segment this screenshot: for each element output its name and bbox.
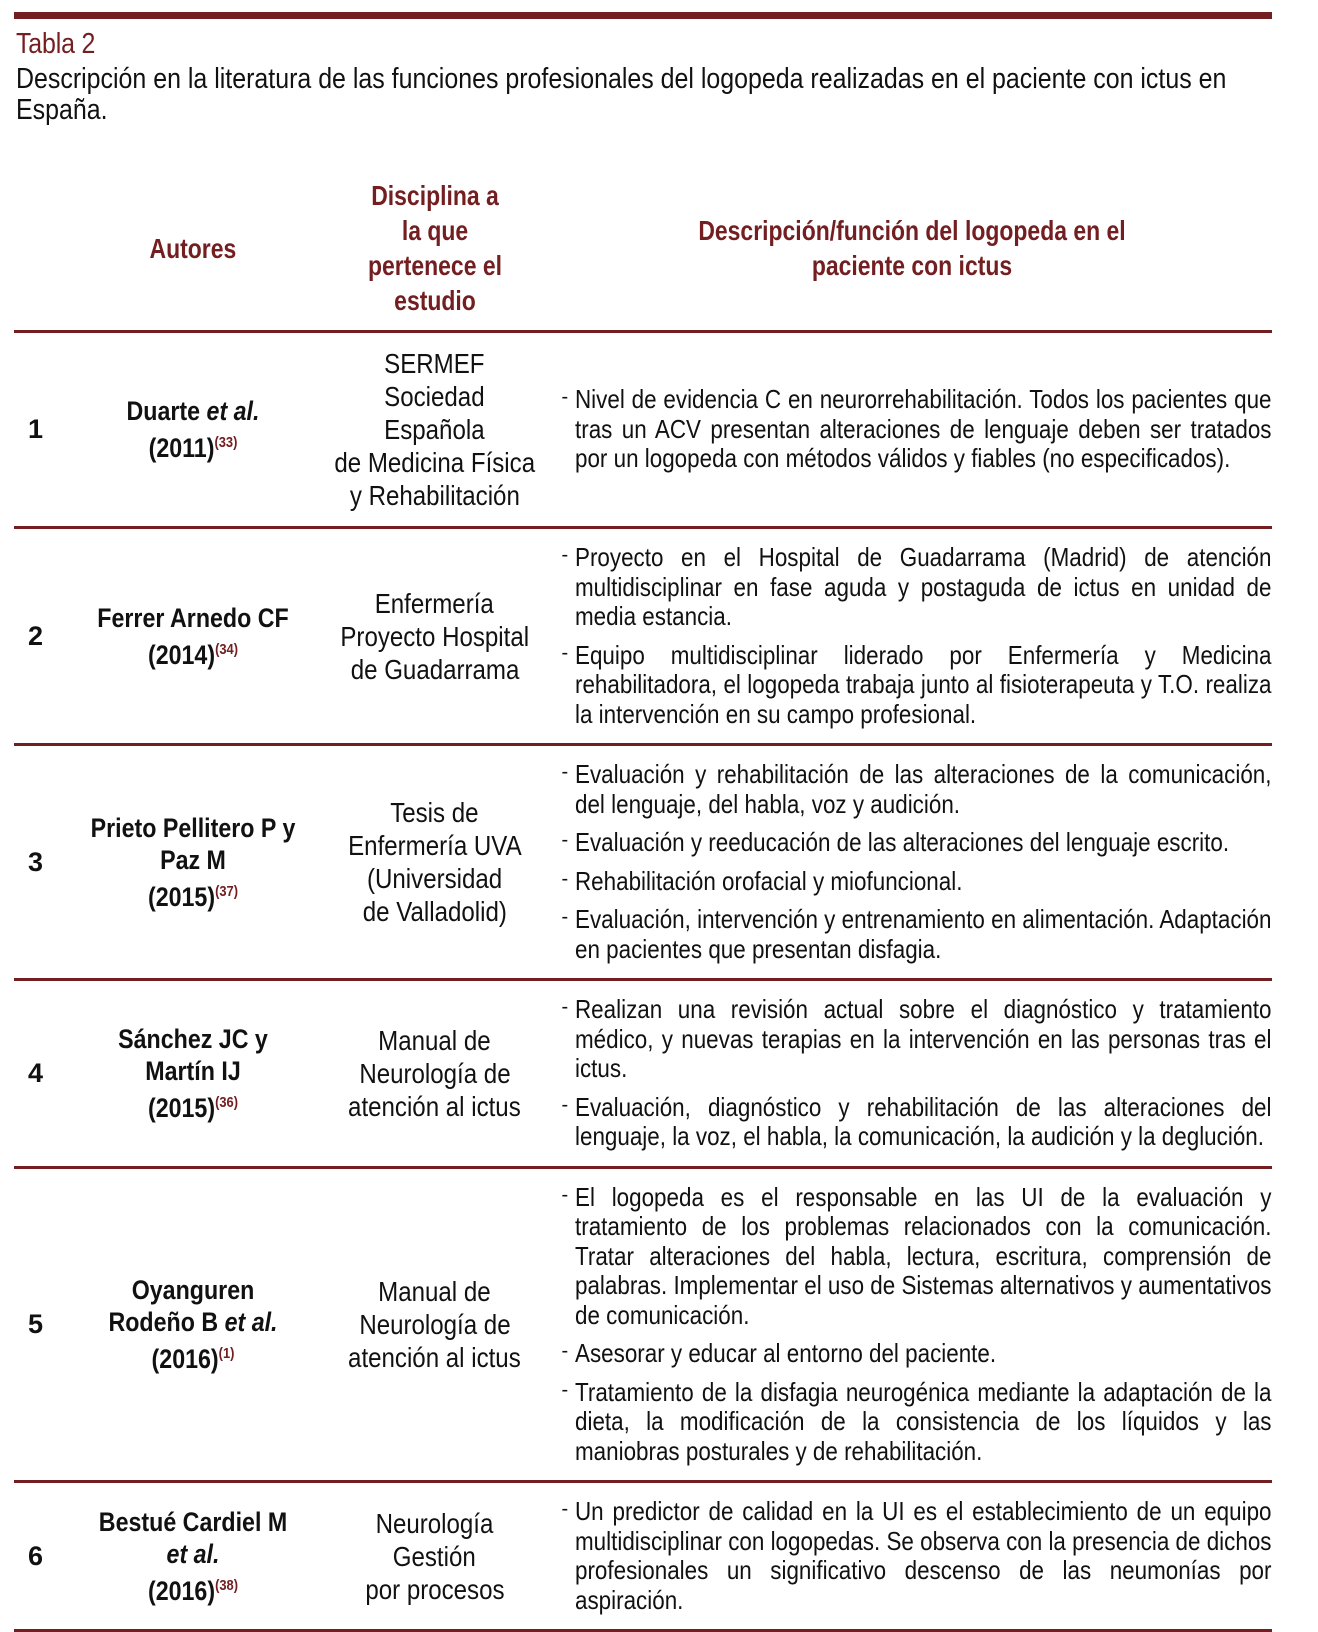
discipline-line: Tesis de (390, 797, 479, 828)
description-cell (551, 528, 1272, 745)
author-etal: et al. (166, 1538, 220, 1569)
header-authors-label: Autores (149, 232, 237, 264)
row-number: 1 (14, 332, 68, 528)
authors-cell (68, 528, 318, 745)
author-names: Sánchez JC y Martín IJ (118, 1023, 268, 1086)
table-row (14, 528, 1272, 745)
discipline-line: Española (384, 414, 485, 445)
author-names: Bestué Cardiel M (98, 1506, 288, 1537)
discipline-line: por procesos (365, 1573, 505, 1605)
description-cell (551, 1482, 1272, 1631)
discipline-line: Proyecto Hospital (340, 620, 530, 652)
discipline-line: de Guadarrama (350, 653, 520, 685)
header-description (551, 178, 1272, 332)
discipline-line: atención al ictus (348, 1090, 522, 1122)
function-item (561, 905, 1272, 964)
table-row (14, 1167, 1272, 1482)
discipline-line: de Medicina Física (334, 447, 536, 478)
discipline-line: Enfermería (375, 587, 495, 619)
function-list (561, 995, 1272, 1152)
table-row (14, 745, 1272, 980)
discipline-line: atención al ictus (348, 1341, 522, 1373)
header-row (14, 178, 1272, 332)
reference-link[interactable]: (33) (214, 434, 238, 451)
discipline-cell (318, 980, 551, 1168)
reference-link[interactable]: (38) (215, 1576, 239, 1594)
author-etal: et al. (206, 396, 260, 426)
discipline-line: y Rehabilitación (349, 480, 520, 511)
row-number: 4 (14, 980, 68, 1168)
function-list (561, 385, 1272, 474)
author-year: (2016) (151, 1343, 219, 1374)
author-names: Oyanguren Rodeño B (108, 1274, 255, 1337)
author-year: (2014) (147, 639, 216, 670)
reference-link[interactable]: (34) (215, 640, 239, 658)
author-names: Duarte (126, 396, 201, 426)
function-item (561, 867, 1272, 897)
function-item (561, 995, 1272, 1084)
row-number: 6 (14, 1482, 68, 1631)
discipline-line: Manual de (378, 1024, 491, 1056)
function-text: - Tratamiento de la disfagia neurogénica mediante la adaptación de la dieta, la modificación de la consistencia de los líquidos y las maniobras posturales y de rehabilitación. (575, 1376, 1272, 1466)
function-item (561, 385, 1272, 474)
function-text: - Proyecto en el Hospital de Guadarrama (Madrid) de atención multidisciplinar en fase aguda y postaguda de ictus en unidad de media estancia. (575, 542, 1272, 631)
author-names: Prieto Pellitero P y Paz M (90, 812, 296, 875)
discipline-line: (Universidad (367, 863, 503, 894)
discipline-line: Neurología de (359, 1057, 511, 1089)
function-item (561, 1183, 1272, 1331)
table-title: Descripción en la literatura de las funciones profesionales del logopeda realizadas en el paciente con ictus en España. (16, 63, 1227, 126)
discipline-line: de Valladolid) (362, 896, 507, 927)
author-names: Ferrer Arnedo CF (97, 602, 289, 633)
function-text: - Nivel de evidencia C en neurorrehabilitación. Todos los pacientes que tras un ACV presentan alteraciones de lenguaje deben ser tratados por un logopeda con métodos válidos y fiables (no especificados). (575, 384, 1272, 474)
author-year: (2011) (148, 433, 215, 463)
authors-cell (68, 980, 318, 1168)
table-label: Tabla 2 (16, 28, 96, 60)
function-item (561, 1378, 1272, 1467)
row-number: 3 (14, 745, 68, 980)
function-item (561, 641, 1272, 730)
function-text: - Equipo multidisciplinar liderado por Enfermería y Medicina rehabilitadora, el logopeda trabaja junto al fisioterapeuta y T.O. realiza la intervención en su campo profesional. (575, 639, 1272, 729)
authors-block (86, 1506, 301, 1607)
authors-block (86, 602, 301, 671)
row-number: 2 (14, 528, 68, 745)
function-item (561, 1339, 1272, 1369)
discipline-cell (318, 528, 551, 745)
authors-cell (68, 1482, 318, 1631)
discipline-cell (318, 1167, 551, 1482)
function-text: - Realizan una revisión actual sobre el diagnóstico y tratamiento médico, y nuevas terapias en la intervención en las personas tras el ictus. (575, 994, 1272, 1083)
function-text: - El logopeda es el responsable en las UI de la evaluación y tratamiento de los problemas relacionados con la comunicación. Tratar alteraciones del habla, lectura, escritura, comprensión de palabras. Implementar el uso de Sistemas alternativos y aumentativos de comunicación. (575, 1181, 1272, 1330)
author-etal: et al. (224, 1306, 278, 1337)
reference-link[interactable]: (1) (218, 1344, 235, 1362)
discipline-cell (318, 1482, 551, 1631)
description-cell (551, 980, 1272, 1168)
function-item (561, 760, 1272, 819)
function-text: - Evaluación y reeducación de las alteraciones del lenguaje escrito. (575, 827, 1230, 857)
discipline-line: Sociedad (384, 381, 485, 412)
discipline-cell (318, 332, 551, 528)
function-list (561, 1497, 1272, 1615)
table-row (14, 332, 1272, 528)
description-cell (551, 745, 1272, 980)
authors-cell (68, 745, 318, 980)
function-list (561, 543, 1272, 729)
header-description-label: Descripción/función del logopeda en el paciente con ictus (698, 215, 1126, 281)
author-year: (2016) (147, 1575, 216, 1606)
discipline-line: Gestión (393, 1540, 477, 1572)
header-discipline-label: Disciplina a la que pertenece el estudio (367, 180, 502, 316)
author-year: (2015) (147, 1092, 216, 1123)
reference-link[interactable]: (36) (215, 1093, 239, 1111)
author-year: (2015) (147, 881, 216, 912)
function-list (561, 760, 1272, 964)
literature-table (14, 178, 1272, 1632)
discipline-cell (318, 745, 551, 980)
description-cell (551, 332, 1272, 528)
discipline-line: Neurología (375, 1507, 494, 1539)
authors-cell (68, 332, 318, 528)
authors-block (86, 395, 301, 464)
table-row (14, 980, 1272, 1168)
discipline-line: Manual de (378, 1275, 491, 1307)
function-item (561, 1093, 1272, 1152)
function-item (561, 828, 1272, 858)
function-item (561, 543, 1272, 632)
authors-block (86, 1023, 301, 1124)
header-discipline (318, 178, 551, 332)
reference-link[interactable]: (37) (215, 882, 239, 900)
function-text: - Evaluación, diagnóstico y rehabilitación de las alteraciones del lenguaje, la voz, el habla, la comunicación, la audición y la deglución. (575, 1091, 1272, 1151)
discipline-line: Neurología de (359, 1308, 511, 1340)
discipline-line: SERMEF (384, 348, 485, 379)
function-text: - Evaluación y rehabilitación de las alteraciones de la comunicación, del lenguaje, del habla, voz y audición. (575, 759, 1272, 819)
function-text: - Asesorar y educar al entorno del paciente. (575, 1338, 997, 1368)
authors-cell (68, 1167, 318, 1482)
discipline-line: Enfermería UVA (347, 830, 522, 861)
function-text: - Un predictor de calidad en la UI es el establecimiento de un equipo multidisciplinar con logopedas. Se observa con la presencia de dichos profesionales un significativo descenso de las neumonías por aspiración. (575, 1496, 1272, 1615)
function-text: - Evaluación, intervención y entrenamiento en alimentación. Adaptación en pacientes que presentan disfagia. (575, 904, 1272, 964)
header-authors (68, 178, 318, 332)
table-row (14, 1482, 1272, 1631)
authors-block (86, 812, 301, 913)
top-rule (14, 12, 1272, 19)
row-number: 5 (14, 1167, 68, 1482)
header-num (14, 178, 68, 332)
authors-block (86, 1274, 301, 1375)
description-cell (551, 1167, 1272, 1482)
function-text: - Rehabilitación orofacial y miofuncional. (575, 865, 963, 896)
table-body (14, 332, 1272, 1631)
function-list (561, 1183, 1272, 1467)
function-item (561, 1497, 1272, 1615)
